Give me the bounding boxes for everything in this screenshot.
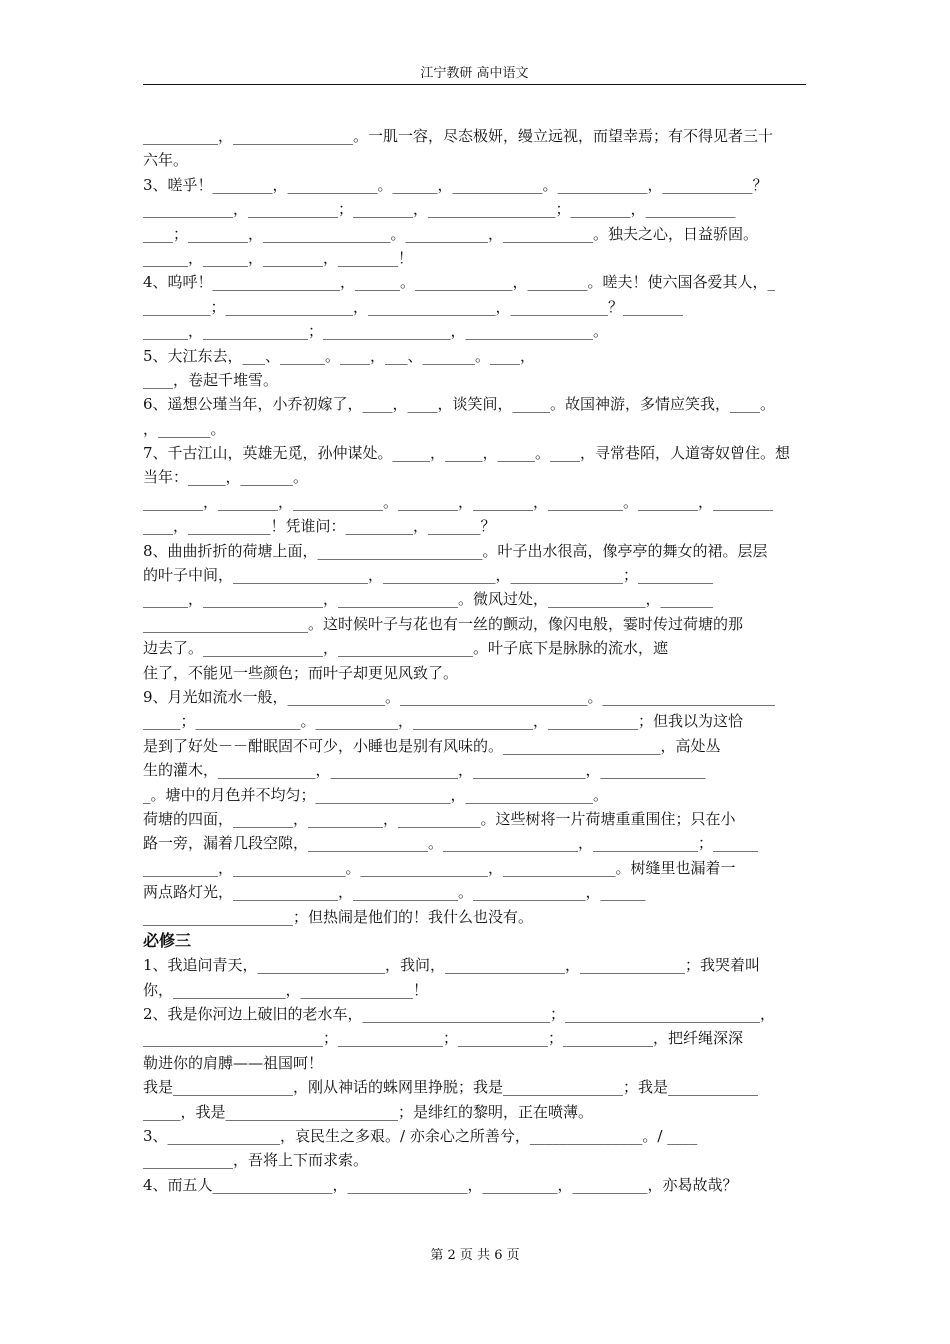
text-line: _________；_________________，_________________，_____________？________ [143, 297, 684, 316]
text-line: 两点路灯光，______________，______________。_______________，______ [143, 883, 646, 902]
header-divider [143, 84, 806, 85]
text-line: 9、月光如流水一般，_____________。_________________________。_______________________ [143, 687, 776, 706]
text-line: 我是________________，刚从神话的蛛网里挣脱；我是________________；我是____________ [143, 1078, 759, 1097]
text-line: 住了，不能见一些颜色；而叶子却更见风致了。 [143, 663, 459, 682]
text-line: ______________________。这时候叶子与花也有一丝的颤动，像闪电般，霎时传过荷塘的那 [143, 614, 744, 633]
text-line: __________，_______________。_________________，_______________。树缝里也漏着一 [143, 858, 736, 877]
text-line: 1、我追问青天，_________________，我问，________________，______________；我哭着叫 [143, 956, 761, 975]
page-footer: 第 2 页 共 6 页 [430, 1248, 520, 1263]
text-line: 3、嗟乎！________，____________。______，____________。____________，____________？ [143, 175, 768, 194]
text-line: ______，______________；_________________，_________________。 [143, 322, 609, 341]
text-line: ________________________；______________；____________；____________，把纤绳深深 [143, 1029, 744, 1048]
section-title: 必修三 [143, 930, 192, 950]
text-line: 2、我是你河边上破旧的老水车，_________________________；__________________________， [143, 1005, 776, 1024]
text-line: ______，________________，________________。微风过处，_____________，_______ [143, 590, 714, 609]
text-line: 是到了好处－－酣眠固不可少，小睡也是别有风味的。_____________________，高处丛 [143, 736, 721, 755]
text-line: 5、大江东去，___、______。____，___、_______。____， [143, 346, 536, 365]
text-line: ____，卷起千堆雪。 [143, 370, 279, 389]
text-line: ____；________，_________________。___________，____________。独夫之心，日益骄固。 [143, 224, 759, 243]
text-line: 荷塘的四面，________，__________，___________。这些树将一片荷塘重重围住；只在小 [143, 809, 736, 828]
text-line: 你，_______________，_______________！ [143, 980, 429, 999]
text-line: ________，________，____________。________，________，__________。________，________ [143, 492, 774, 511]
text-line: ____，___________！凭谁问：_________，_______？ [143, 517, 496, 536]
text-line: 路一旁，漏着几段空隙，________________。__________________，______________；______ [143, 834, 759, 853]
text-line: 3、_______________，哀民生之多艰。/ 亦余心之所善兮，_______________。/ ____ [143, 1127, 698, 1146]
text-line: 勒进你的肩膊——祖国呵！ [143, 1053, 324, 1072]
text-line: ______，______，________，________！ [143, 248, 414, 267]
text-line: ____________________；但热闹是他们的！我什么也没有。 [143, 907, 534, 926]
text-line: 4、呜呼！_________________，______。_____________，________。嗟夫！使六国各爱其人，_ [143, 273, 776, 292]
text-line: 6、遥想公瑾当年，小乔初嫁了，____，____，谈笑间，_____。故国神游，多情应笑我，____。 [143, 395, 776, 414]
text-line: _。塘中的月色并不均匀；__________________，_________________。 [143, 785, 609, 804]
text-line: _____；______________。___________，________________，____________；但我以为这恰 [143, 712, 744, 731]
text-line: ____________，吾将上下而求索。 [143, 1151, 369, 1170]
text-line: 8、曲曲折折的荷塘上面，______________________。叶子出水很高，像亭亭的舞女的裙。层层 [143, 541, 768, 560]
text-line: 边去了。________________，__________________。叶子底下是脉脉的流水，遮 [143, 639, 669, 658]
text-line: 的叶子中间，__________________，_______________，_______________；__________ [143, 566, 714, 585]
text-line: 7、千古江山，英雄无觅，孙仲谋处。_____，_____，_____。____，寻常巷陌，人道寄奴曾住。想 [143, 444, 791, 463]
text-line: ____________，____________；________，_________________；________，____________ [143, 200, 736, 219]
text-line: 当年：_____，_______。 [143, 468, 309, 487]
page-header: 江宁教研 高中语文 [420, 66, 529, 81]
text-line: 4、而五人________________，________________，__________，__________，亦曷故哉？ [143, 1175, 738, 1194]
text-line: __________，________________。一肌一容，尽态极妍，缦立远视，而望幸焉；有不得见者三十 [143, 127, 774, 145]
text-line: ，_______。 [143, 419, 226, 438]
page-content [143, 124, 808, 1197]
text-line: _____，我是_______________________；是绯红的黎明，正在喷薄。 [143, 1102, 594, 1121]
text-line: 六年。 [143, 151, 189, 170]
text-line: 生的灌木，_____________，_________________，_______________，______________ [143, 761, 706, 780]
